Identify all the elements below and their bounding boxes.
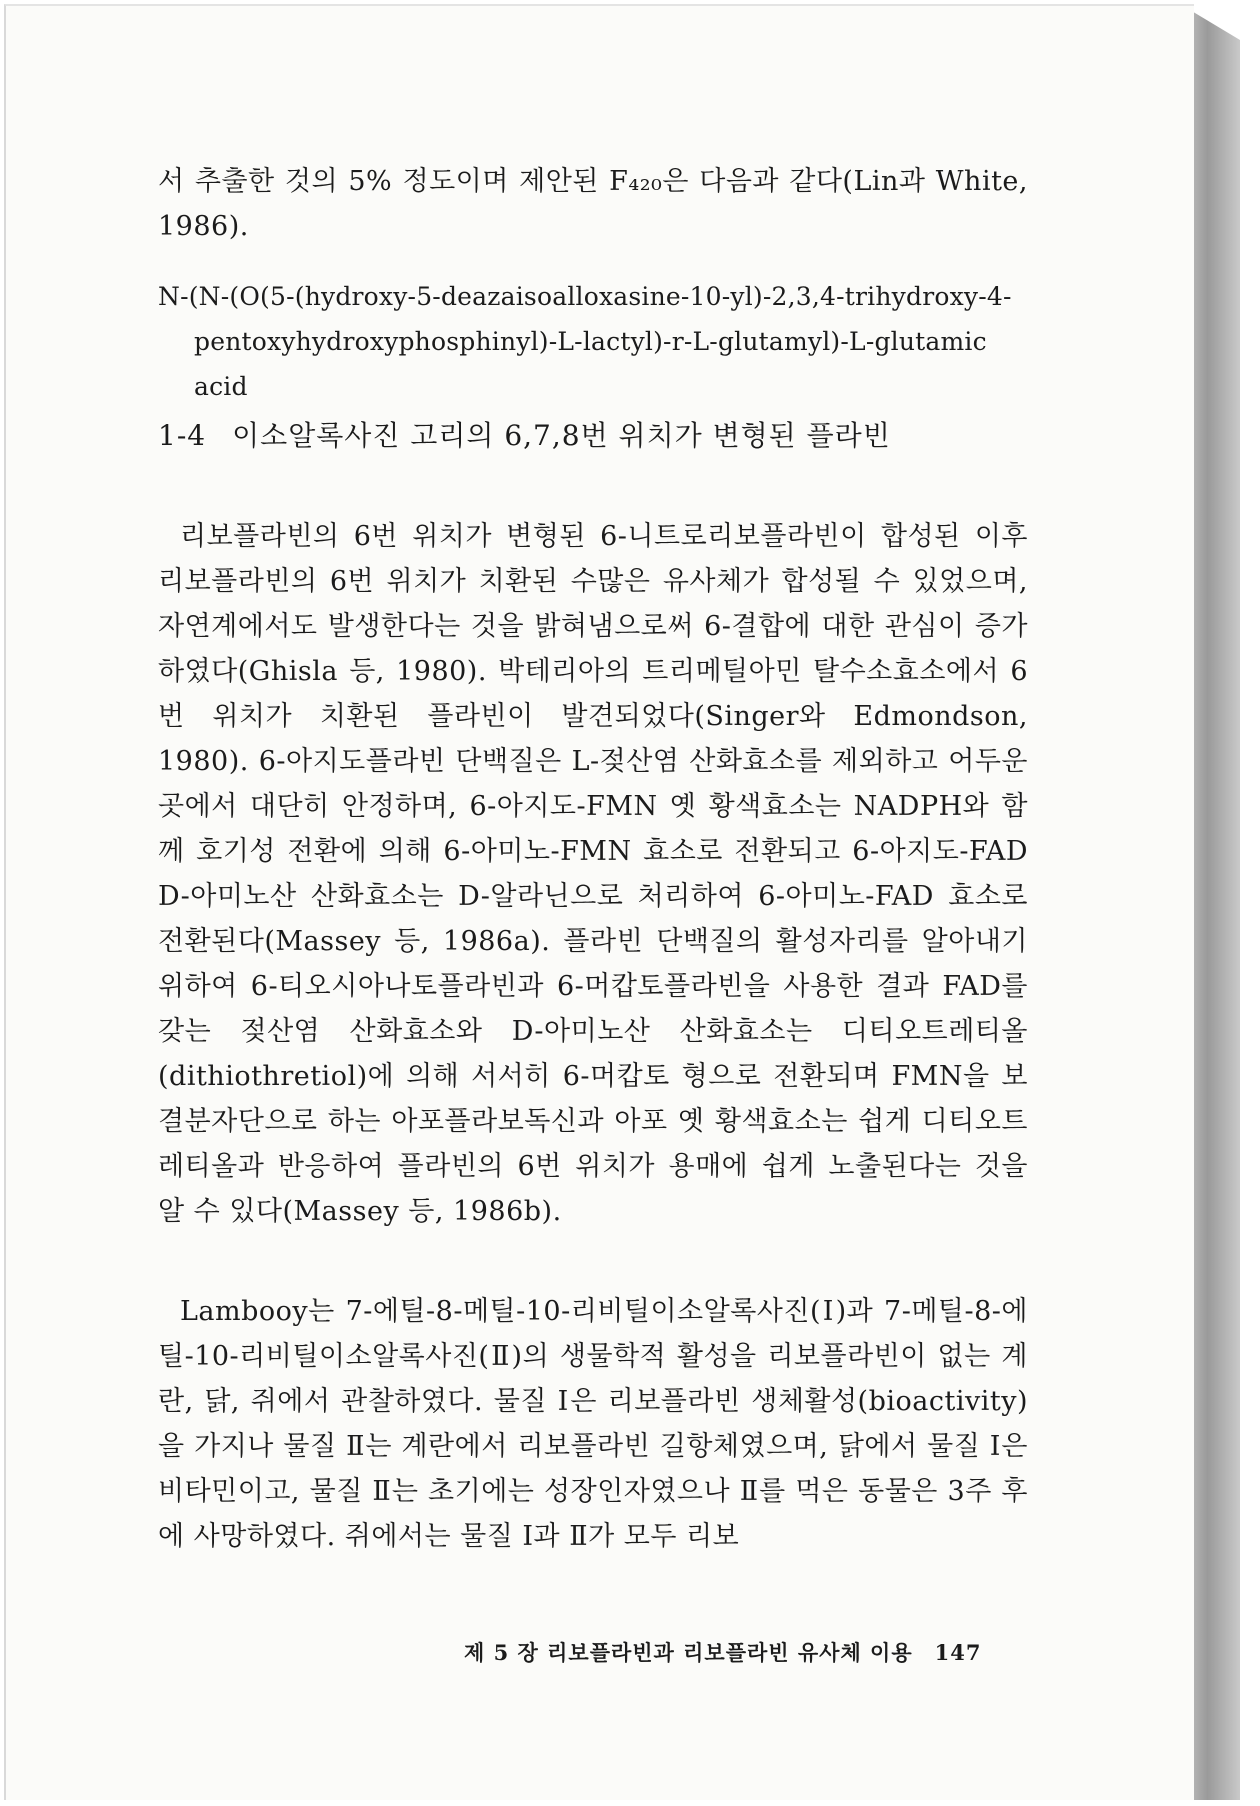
intro-text: 서 추출한 것의 5% 정도이며 제안된 F₄₂₀은 다음과 같다(Lin과 White, 1986). (158, 166, 1028, 242)
chemical-name-line2: pentoxyhydroxyphosphinyl)-L-lactyl)-r-L-glutamyl)-L-glutamic acid (194, 327, 987, 401)
section-title: 이소알록사진 고리의 6,7,8번 위치가 변형된 플라빈 (232, 419, 891, 452)
chemical-name (158, 274, 1028, 409)
paragraph: Lambooy는 7-에틸-8-메틸-10-리비틸이소알록사진(Ⅰ)과 7-메틸-8-에틸-10-리비틸이소알록사진(Ⅱ)의 생물학적 활성을 리보플라빈이 없는 계란, 닭, 쥐에서 관찰하였다. 물질 Ⅰ은 리보플라빈 생체활성(bioactivity)을 가지나 물질 Ⅱ는 계란에서 리보플라빈 길항체였으며, 닭에서 물질 Ⅰ은 비타민이고, 물질 Ⅱ는 초기에는 성장인자였으나 Ⅱ를 먹은 동물은 3주 후에 사망하였다. 쥐에서는 물질 Ⅰ과 Ⅱ가 모두 리보 (158, 1296, 1028, 1552)
chemical-name-line1: N-(N-(O(5-(hydroxy-5-deazaisoalloxasine-10-yl)-2,3,4-trihydroxy-4- (158, 282, 1012, 311)
book-page (4, 4, 1194, 1800)
running-head: 제 5 장 리보플라빈과 리보플라빈 유사체 이용 (464, 1640, 913, 1665)
page-edge-shadow (1190, 10, 1240, 1800)
paragraph: 리보플라빈의 6번 위치가 변형된 6-니트로리보플라빈이 합성된 이후 리보플라빈의 6번 위치가 치환된 수많은 유사체가 합성될 수 있었으며, 자연계에서도 발생한다는 것을 밝혀냄으로써 6-결합에 대한 관심이 증가하였다(Ghisla 등, 1980). 박테리아의 트리메틸아민 탈수소효소에서 6번 위치가 치환된 플라빈이 발견되었다(Singer와 Edmondson, 1980). 6-아지도플라빈 단백질은 L-젖산염 산화효소를 제외하고 어두운 곳에서 대단히 안정하며, 6-아지도-FMN 옛 황색효소는 NADPH와 함께 호기성 전환에 의해 6-아미노-FMN 효소로 전환되고 6-아지도-FAD D-아미노산 산화효소는 D-알라닌으로 처리하여 6-아미노-FAD 효소로 전환된다(Massey 등, 1986a). 플라빈 단백질의 활성자리를 알아내기 위하여 6-티오시아나토플라빈과 6-머캅토플라빈을 사용한 결과 FAD를 갖는 젖산염 산화효소와 D-아미노산 산화효소는 디티오트레티올(dithiothretiol)에 의해 서서히 6-머캅토 형으로 전환되며 FMN을 보결분자단으로 하는 아포플라보독신과 아포 옛 황색효소는 쉽게 디티오트레티올과 반응하여 플라빈의 6번 위치가 용매에 쉽게 노출된다는 것을 알 수 있다(Massey 등, 1986b). (158, 521, 1028, 1227)
page-number: 147 (934, 1640, 982, 1665)
section-number: 1-4 (158, 419, 207, 452)
page-footer (464, 1637, 1004, 1667)
section-heading (158, 416, 1028, 456)
